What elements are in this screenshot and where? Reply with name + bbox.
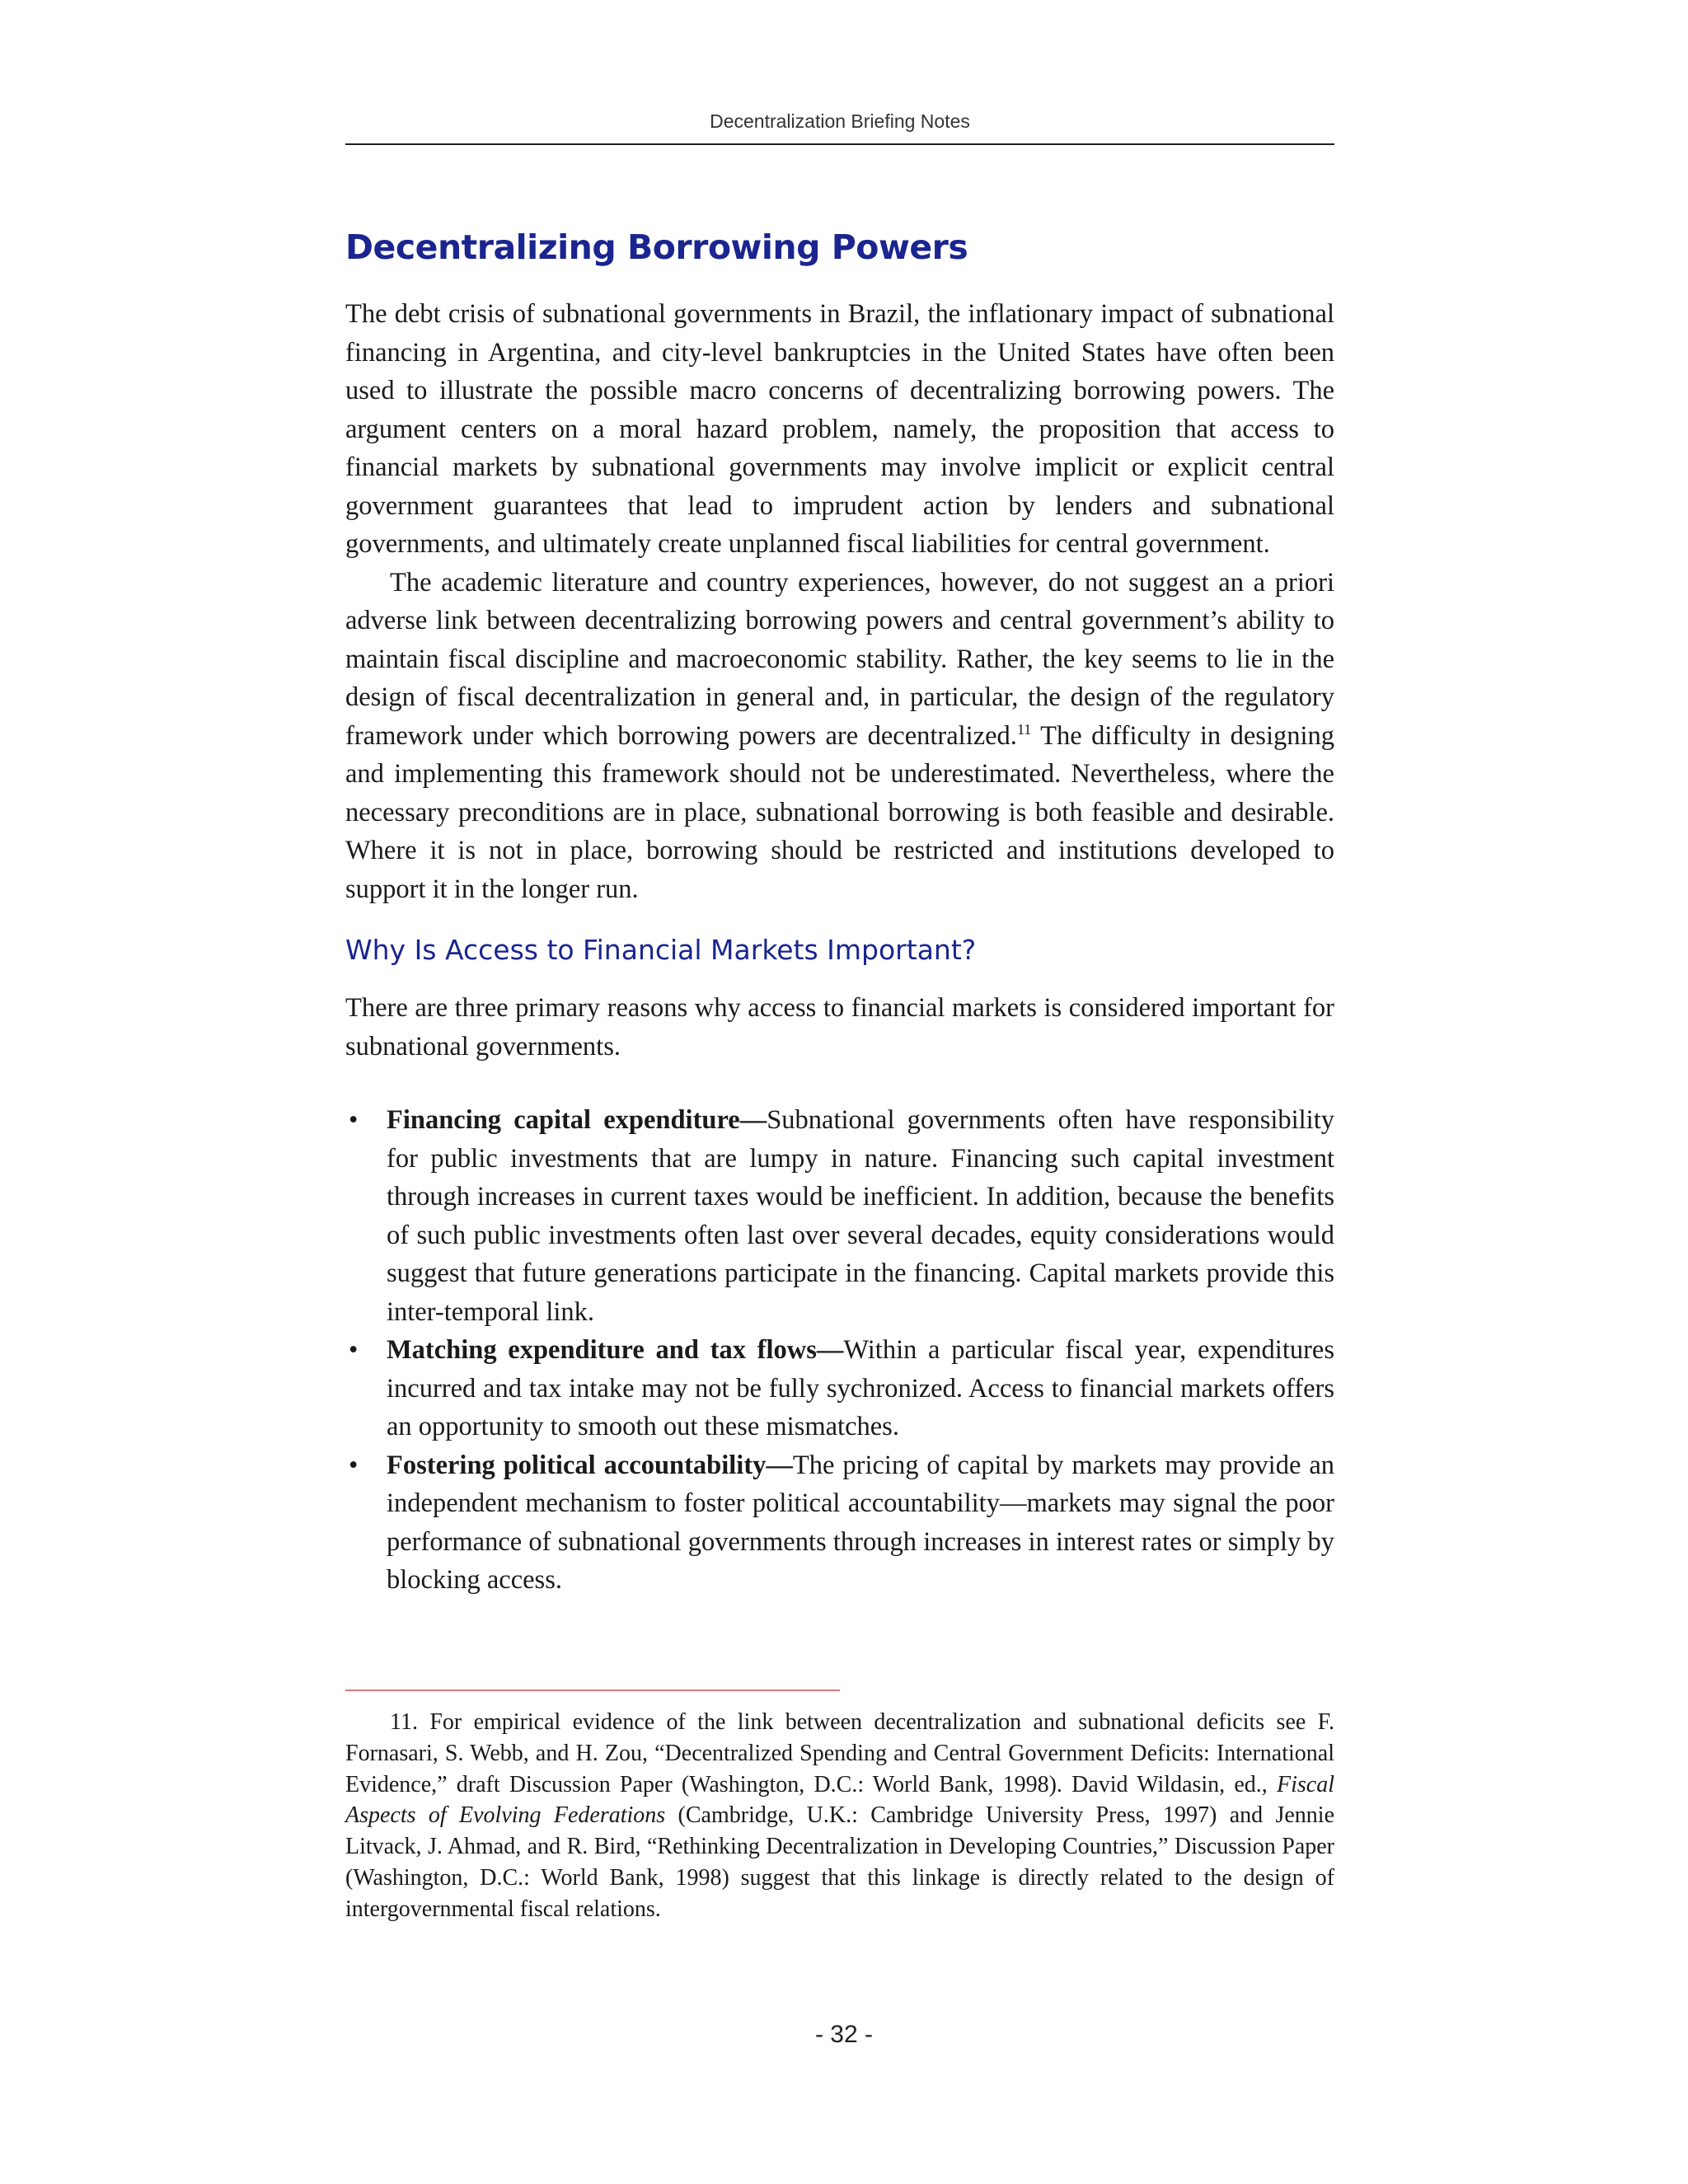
reasons-list (345, 1101, 1334, 1600)
list-item-text: The pricing of capital by markets may provide an independent mechanism to foster political accountability—markets may signal the poor performance of subnational governments through increases in interest rates or simply by blocking access. (387, 1450, 1335, 1595)
list-item-text: Within a particular fiscal year, expenditures incurred and tax intake may not be fully sychronized. Access to financial markets offers an opportunity to smooth out these mismatches. (387, 1335, 1335, 1441)
list-item (345, 1446, 1334, 1600)
running-header (345, 109, 1334, 145)
list-item-term: Financing capital expenditure— (387, 1105, 767, 1135)
list-item (345, 1331, 1334, 1446)
page-number: - 32 - (814, 2021, 874, 2048)
footnote-text-a: For empirical evidence of the link between decentralization and subnational deficits see F. Fornasari, S. Webb, and H. Zou, “Decentralized Spending and Central Government Deficits: International Evidence,” draft Discussion Paper (Washington, D.C.: World Bank, 1998). David Wildasin, ed., (345, 1709, 1334, 1797)
bullet-marker: • (349, 1335, 359, 1365)
list-item-term: Matching expenditure and tax flows— (387, 1335, 844, 1365)
bullet-marker: • (349, 1105, 359, 1135)
section-paragraph-1: The debt crisis of subnational governments in Brazil, the inflationary impact of subnational financing in Argentina, and city-level bankruptcies in the United States have often been used to illustrate the possible macro concerns of decentralizing borrowing powers. The argument centers on a moral hazard problem, namely, the proposition that access to financial markets by subnational governments may involve implicit or explicit central government guarantees that lead to imprudent action by lenders and subnational governments, and ultimately create unplanned fiscal liabilities for central government. (345, 299, 1334, 559)
section-title: Decentralizing Borrowing Powers (345, 227, 968, 267)
list-item-text: Subnational governments often have responsibility for public investments that are lumpy in nature. Financing such capital investment through increases in current taxes would be inefficient. In addition, because the benefits of such public investments often last over several decades, equity considerations would suggest that future generations participate in the financing. Capital markets provide this inter-temporal link. (387, 1105, 1334, 1327)
paragraph-2-text-b: The difficulty in designing and implementing this framework should not be underestimated. Nevertheless, where the necessary preconditions are in place, subnational borrowing is both feasible and desirable. Where it is not in place, borrowing should be restricted and institutions developed to support it in the longer run. (345, 720, 1335, 904)
paragraph-2-text-a: The academic literature and country experiences, however, do not suggest an a priori adverse link between decentralizing borrowing powers and central government’s ability to maintain fiscal discipline and macroeconomic stability. Rather, the key seems to lie in the design of fiscal decentralization in general and, in particular, the design of the regulatory framework under which borrowing powers are decentralized. (345, 567, 1334, 751)
subsection-intro: There are three primary reasons why access to financial markets is considered important for subnational governments. (345, 993, 1334, 1062)
section-paragraph-2 (345, 564, 1334, 909)
footnote-book-title: Fiscal Aspects of Evolving Federations (345, 1771, 1334, 1829)
footnote-reference: 11 (1016, 720, 1032, 738)
bullet-marker: • (349, 1450, 359, 1480)
list-item-term: Fostering political accountability— (387, 1450, 793, 1480)
footnote-number: 11. (390, 1709, 418, 1735)
footnote-text-b: (Cambridge, U.K.: Cambridge University Press, 1997) and Jennie Litvack, J. Ahmad, and R. Bird, “Rethinking Decentralization in Developing Countries,” Discussion Paper (Washington, D.C.: World Bank, 1998) suggest that this linkage is directly related to the design of intergovernmental fiscal relations. (345, 1802, 1335, 1922)
footnote-divider (345, 1690, 840, 1691)
list-item (345, 1101, 1334, 1331)
main-content (345, 223, 1334, 1600)
footnote (345, 1707, 1334, 1925)
subsection-title: Why Is Access to Financial Markets Important? (345, 934, 977, 966)
running-title: Decentralization Briefing Notes (710, 110, 970, 132)
